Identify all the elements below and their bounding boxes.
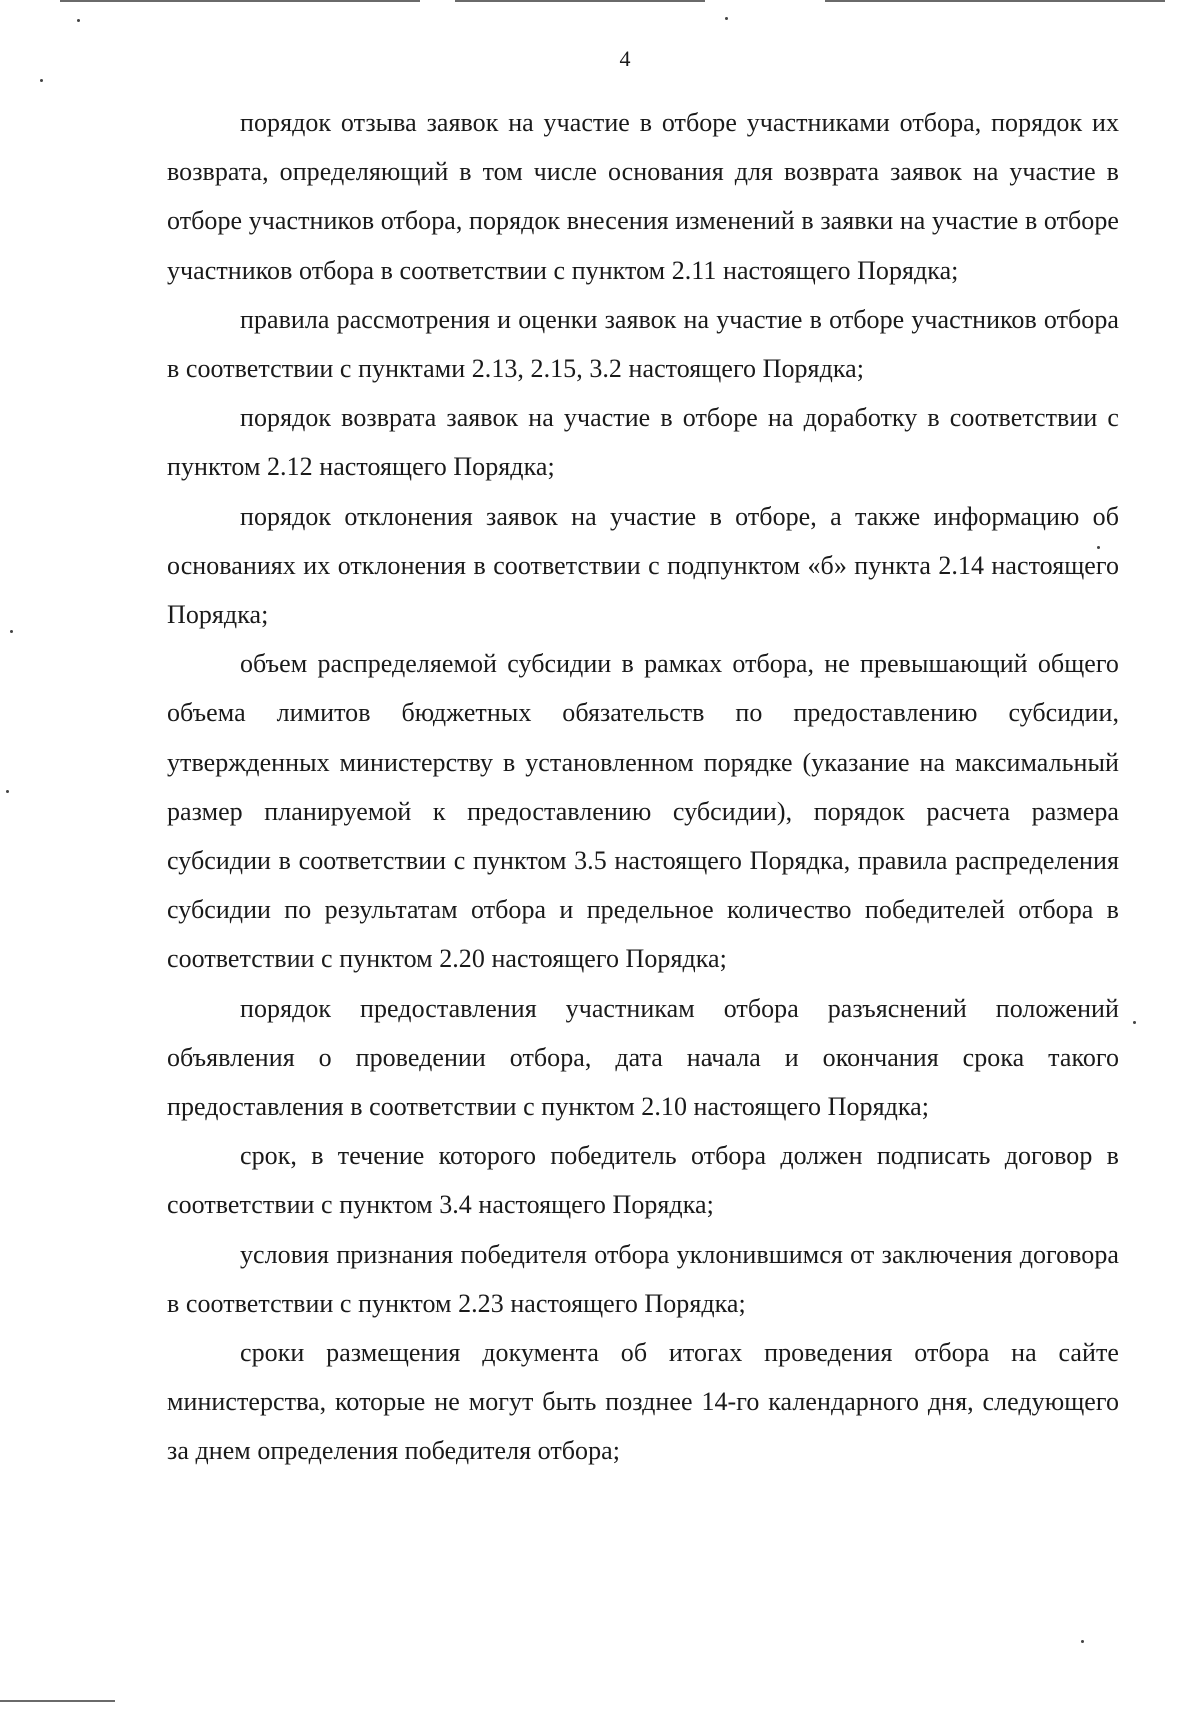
scan-edge-line (0, 1700, 115, 1702)
scan-edge-line (825, 0, 1165, 2)
scan-speck (1081, 1640, 1084, 1643)
paragraph: порядок отклонения заявок на участие в отборе, а также информацию об основаниях их отклонения в соответствии с подпунктом «б» пункта 2.14 настоящего Порядка; (167, 501, 1119, 630)
scan-edge-line (455, 0, 705, 2)
page-number: 4 (619, 46, 631, 71)
scan-speck (40, 79, 43, 82)
paragraph: условия признания победителя отбора уклонившимся от заключения договора в соответствии с пунктом 2.23 настоящего Порядка; (167, 1239, 1119, 1318)
scan-speck (10, 630, 13, 633)
scan-speck (725, 17, 728, 20)
paragraph: сроки размещения документа об итогах проведения отбора на сайте министерства, которые не могут быть позднее 14-го календарного дня, следующего за днем определения победителя отбора; (167, 1338, 1119, 1466)
paragraph: порядок отзыва заявок на участие в отборе участниками отбора, порядок их возврата, определяющий в том числе основания для возврата заявок на участие в отборе участников отбора, порядок внесения изменений в заявки на участие в отборе участников отбора в соответствии с пунктом 2.11 настоящего Порядка; (167, 108, 1119, 285)
paragraph: правила рассмотрения и оценки заявок на участие в отборе участников отбора в соответствии с пунктами 2.13, 2.15, 3.2 настоящего Порядка; (167, 304, 1119, 384)
paragraph: порядок возврата заявок на участие в отборе на доработку в соответствии с пунктом 2.12 настоящего Порядка; (167, 403, 1119, 482)
paragraph: объем распределяемой субсидии в рамках отбора, не превышающий общего объема лимитов бюджетных обязательств по предоставлению субсидии, утвержденных министерству в установленном порядке (указание на максимальный размер планируемой к предоставлению субсидии), порядок расчета размера субсидии в соответствии с пунктом 3.5 настоящего Порядка, правила распределения субсидии по результатам отбора и предельное количество победителей отбора в соответствии с пунктом 2.20 настоящего Порядка; (167, 649, 1119, 974)
paragraph: порядок предоставления участникам отбора разъяснений положений объявления о проведении отбора, дата начала и окончания срока такого предоставления в соответствии с пунктом 2.10 настоящего Порядка; (167, 993, 1119, 1122)
scan-speck (1133, 1021, 1136, 1024)
document-body (167, 98, 1119, 1476)
scan-speck (77, 19, 80, 22)
paragraph: срок, в течение которого победитель отбора должен подписать договор в соответствии с пунктом 3.4 настоящего Порядка; (167, 1141, 1119, 1220)
scan-edge-line (60, 0, 420, 2)
scan-speck (6, 790, 9, 793)
